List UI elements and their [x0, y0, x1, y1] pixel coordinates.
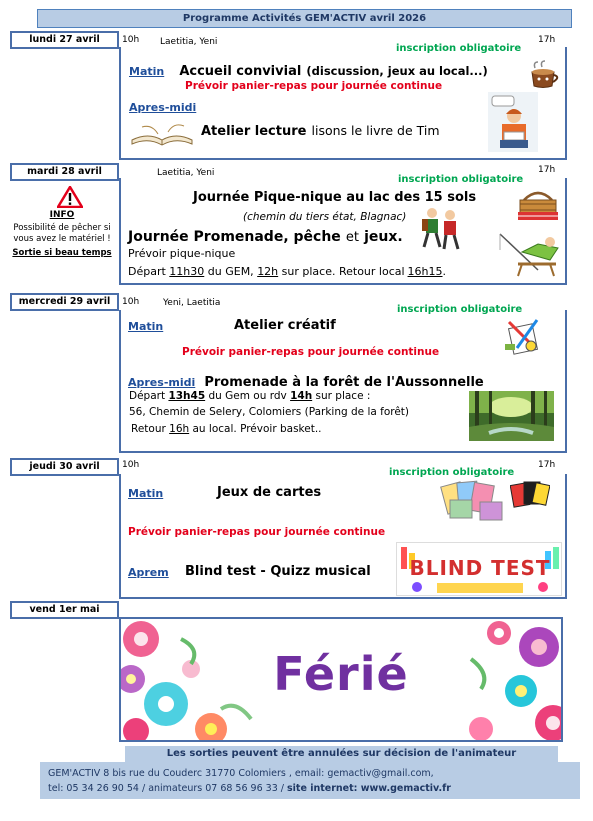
- meeting-time: 14h: [290, 390, 313, 402]
- morning-label: Matin: [128, 320, 164, 333]
- registration-notice: inscription obligatoire: [397, 304, 523, 315]
- end-time: 17h: [538, 460, 556, 470]
- lunch-notice: Prévoir panier-repas pour journée continue: [185, 80, 443, 92]
- return-line: [131, 423, 322, 435]
- blind-test-banner: [396, 542, 562, 596]
- holiday-title: Férié: [273, 647, 409, 701]
- return-time: 16h: [169, 423, 190, 435]
- text: .: [442, 265, 447, 278]
- blind-test-title: BLIND TEST: [409, 556, 551, 580]
- coffee-cup-icon: [528, 58, 562, 90]
- morning-activity: Jeux de cartes: [217, 485, 322, 500]
- day-label-monday: lundi 27 avril: [10, 31, 119, 49]
- departure-time: 13h45: [168, 390, 206, 402]
- info-panel: [12, 210, 112, 259]
- animators: Laetitia, Yeni: [160, 37, 218, 47]
- morning-label: Matin: [128, 487, 164, 500]
- weather-condition: Sortie si beau temps: [12, 248, 112, 258]
- footer: [40, 762, 580, 799]
- end-time: 17h: [538, 165, 556, 175]
- registration-notice: inscription obligatoire: [396, 43, 522, 54]
- morning-activity: Accueil convivial: [179, 64, 302, 79]
- afternoon-row: [201, 120, 440, 139]
- walk-title-games: jeux.: [364, 229, 403, 245]
- text: du GEM,: [207, 265, 254, 278]
- afternoon-activity: Promenade à la forêt de l'Aussonnelle: [204, 375, 484, 390]
- picnic-basket-icon: [516, 186, 560, 222]
- text: Départ: [129, 390, 166, 402]
- morning-activity: Atelier créatif: [234, 318, 336, 333]
- footer-website: site internet: www.gemactiv.fr: [287, 783, 451, 794]
- start-time: 10h: [122, 35, 140, 45]
- walk-title-text: Journée Promenade, pêche: [128, 229, 341, 245]
- cancellation-notice: Les sorties peuvent être annulées sur décision de l'animateur: [125, 746, 558, 762]
- holiday-box: [119, 617, 563, 742]
- picnic-title: Journée Pique-nique au lac des 15 sols: [193, 190, 477, 205]
- afternoon-row: [128, 371, 484, 390]
- address-line: 56, Chemin de Selery, Colomiers (Parking de la forêt): [129, 406, 410, 418]
- footer-address: GEM'ACTIV 8 bis rue du Couderc 31770 Colomiers , email: gemactiv@gmail.com,: [48, 768, 434, 779]
- info-title: INFO: [49, 210, 75, 220]
- hikers-icon: [418, 205, 462, 251]
- animators: Yeni, Laetitia: [163, 298, 221, 308]
- text: sur place. Retour local: [281, 265, 405, 278]
- reading-child-picture: [488, 92, 538, 152]
- afternoon-detail: lisons le livre de Tim: [311, 123, 440, 138]
- departure-time: 11h30: [169, 265, 205, 278]
- footer-contact: [48, 781, 580, 796]
- morning-detail: (discussion, jeux au local...): [306, 64, 488, 78]
- warning-icon: [57, 186, 83, 208]
- onsite-time: 12h: [257, 265, 279, 278]
- registration-notice: inscription obligatoire: [389, 467, 515, 478]
- departure-line: [129, 390, 370, 402]
- picnic-location: (chemin du tiers état, Blagnac): [243, 211, 407, 223]
- return-time: 16h15: [407, 265, 443, 278]
- info-text: Possibilité de pêcher si vous avez le matériel !: [13, 223, 111, 244]
- text: Départ: [128, 265, 166, 278]
- registration-notice: inscription obligatoire: [398, 174, 524, 185]
- forest-picture: [469, 391, 554, 441]
- page-title: Programme Activités GEM'ACTIV avril 2026: [37, 9, 572, 28]
- morning-row: [129, 60, 488, 79]
- text: sur place :: [315, 390, 371, 402]
- afternoon-activity: Atelier lecture: [201, 124, 307, 139]
- day-label-thursday: jeudi 30 avril: [10, 458, 119, 476]
- start-time: 10h: [122, 297, 140, 307]
- start-time: 10h: [122, 460, 140, 470]
- day-label-friday: vend 1er mai: [10, 601, 119, 619]
- morning-label: Matin: [129, 65, 165, 78]
- animators: Laetitia, Yeni: [157, 168, 215, 178]
- day-label-tuesday: mardi 28 avril: [10, 163, 119, 181]
- craft-supplies-icon: [503, 316, 543, 356]
- day-label-wednesday: mercredi 29 avril: [10, 293, 119, 311]
- afternoon-activity: Blind test - Quizz musical: [185, 564, 371, 579]
- text: Retour: [131, 423, 166, 435]
- afternoon-label: Aprem: [128, 566, 169, 579]
- text: au local. Prévoir basket..: [192, 423, 322, 435]
- text: du Gem ou rdv: [208, 390, 287, 402]
- open-book-icon: [128, 118, 196, 148]
- lunch-notice: Prévoir panier-repas pour journée continue: [182, 346, 440, 358]
- afternoon-label: Apres-midi: [129, 101, 197, 114]
- fishing-chair-icon: [498, 230, 562, 278]
- lunch-notice: Prévoir panier-repas pour journée continue: [128, 526, 386, 538]
- uno-cards-icon: [510, 480, 550, 508]
- playing-cards-icon: [440, 478, 506, 524]
- footer-phones: tel: 05 34 26 90 54 / animateurs 07 68 56 96 33 /: [48, 783, 284, 794]
- picnic-reminder: Prévoir pique-nique: [128, 247, 236, 260]
- walk-title-and: et: [345, 230, 359, 245]
- schedule-line: [128, 265, 446, 278]
- end-time: 17h: [538, 35, 556, 45]
- walk-title: [128, 226, 403, 245]
- afternoon-label: Apres-midi: [128, 376, 196, 389]
